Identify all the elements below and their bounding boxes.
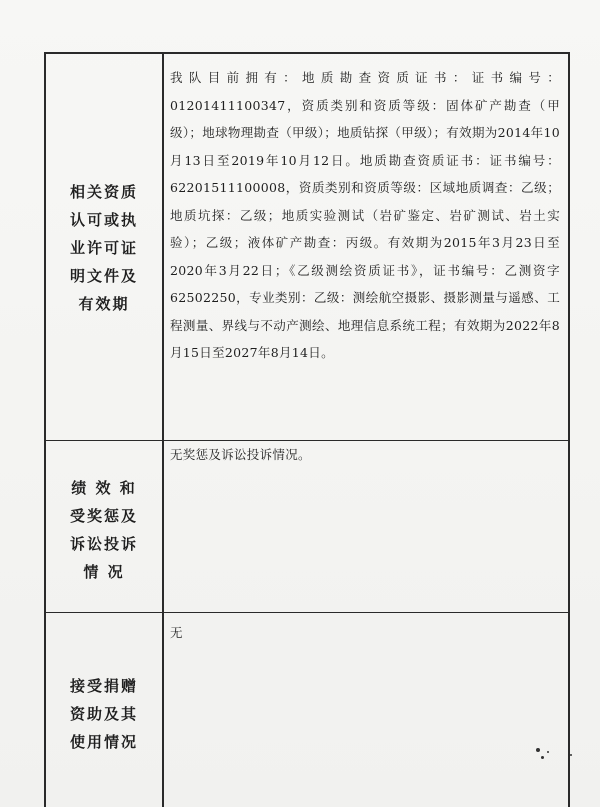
info-table [44,52,570,807]
table-row-donations [46,613,568,807]
row-content-qualifications: 我队目前拥有：地质勘查资质证书：证书编号：01201411100347，资质类别和资质等级：固体矿产勘查（甲级）；地球物理勘查（甲级）；地质钻探（甲级）；有效期为2014年10月13日至2019年10月12日。地质勘查资质证书：证书编号：62201511100008，资质类别和资质等级：区域地质调查：乙级；地质坑探：乙级；地质实验测试（岩矿鉴定、岩矿测试、岩土实验）；乙级；液体矿产勘查：丙级。有效期为2015年3月23日至2020年3月22日；《乙级测绘资质证书》，证书编号：乙测资字62502250，专业类别：乙级：测绘航空摄影、摄影测量与遥感、工程测量、界线与不动产测绘、地理信息系统工程；有效期为2022年8月15日至2027年8月14日。 [170,70,560,360]
row-label-donations: 接受捐赠 资助及其 使用情况 [69,677,138,751]
row-label-performance: 绩 效 和 受奖惩及 诉讼投诉 情 况 [69,479,138,581]
table-row-performance [46,441,568,613]
ink-mark [541,756,544,759]
ink-mark [547,751,549,753]
ink-mark [536,748,540,752]
table-row-qualifications [46,54,568,441]
row-content-donations: 无 [170,625,183,640]
row-label-qualifications: 相关资质 认可或执 业许可证 明文件及 有效期 [69,182,138,313]
row-content-performance: 无奖惩及诉讼投诉情况。 [170,447,311,462]
ink-mark [570,754,572,756]
